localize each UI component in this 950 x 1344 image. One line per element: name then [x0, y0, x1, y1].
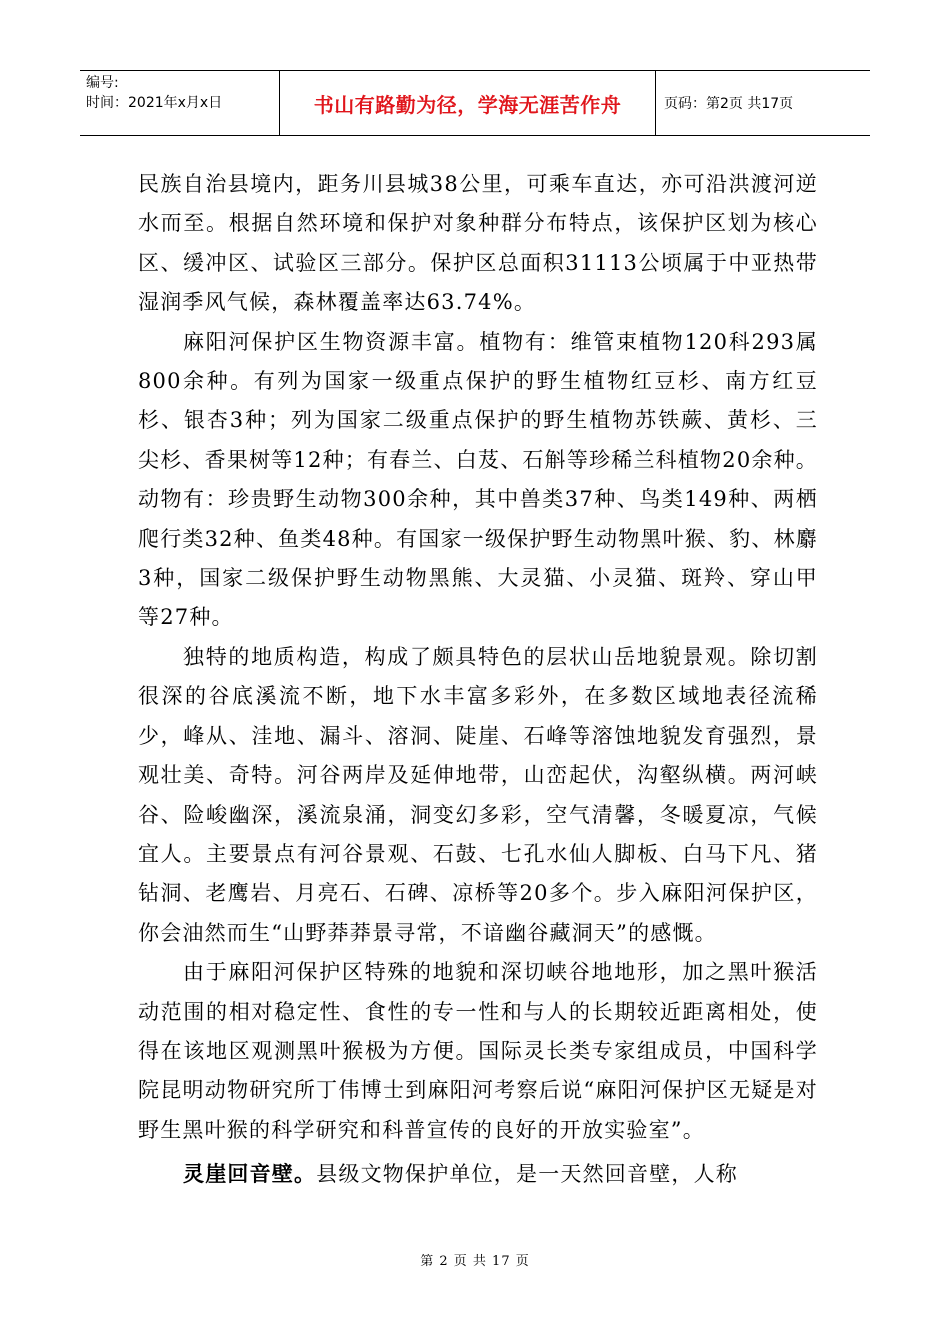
paragraph-5 — [138, 1154, 818, 1194]
paragraph-3: 独特的地质构造，构成了颇具特色的层状山岳地貌景观。除切割很深的谷底溪流不断，地下水丰富多彩外，在多数区域地表径流稀少，峰从、洼地、漏斗、溶洞、陡崖、石峰等溶蚀地貌发育强烈，景观壮美、奇特。河谷两岸及延伸地带，山峦起伏，沟壑纵横。两河峡谷、险峻幽深，溪流泉涌，洞变幻多彩，空气清馨，冬暖夏凉，气候宜人。主要景点有河谷景观、石鼓、七孔水仙人脚板、白马下凡、猪钻洞、老鹰岩、月亮石、石碑、凉桥等20多个。步入麻阳河保护区，你会油然而生“山野莽莽景寻常，不谙幽谷藏洞天”的感慨。 — [138, 644, 818, 945]
page-header — [80, 70, 870, 136]
paragraph-2: 麻阳河保护区生物资源丰富。植物有：维管束植物120科293属800余种。有列为国家一级重点保护的野生植物红豆杉、南方红豆杉、银杏3种；列为国家二级重点保护的野生植物苏铁蕨、黄杉、三尖杉、香果树等12种；有春兰、白芨、石斛等珍稀兰科植物20余种。动物有：珍贵野生动物300余种，其中兽类37种、鸟类149种、两栖爬行类32种、鱼类48种。有国家一级保护野生动物黑叶猴、豹、林麝3种，国家二级保护野生动物黑熊、大灵猫、小灵猫、斑羚、穿山甲等27种。 — [138, 329, 818, 630]
page-footer: 第 2 页 共 17 页 — [420, 1254, 530, 1269]
section-lead-heading: 灵崖回音壁。 — [183, 1161, 317, 1187]
header-meta — [80, 71, 280, 135]
header-page-label: 页码：第2页 共17页 — [664, 96, 794, 112]
document-number-label: 编号: — [86, 75, 119, 91]
paragraph-1: 民族自治县境内，距务川县城38公里，可乘车直达，亦可沿洪渡河逆水而至。根据自然环境和保护对象种群分布特点，该保护区划为核心区、缓冲区、试验区三部分。保护区总面积31113公顷属于中亚热带湿润季风气候，森林覆盖率达63.74%。 — [138, 172, 818, 315]
document-body — [138, 165, 818, 1195]
section-lead-text: 县级文物保护单位，是一天然回音壁，人称 — [316, 1162, 739, 1187]
document-time-label: 时间：2021年x月x日 — [86, 95, 223, 111]
header-motto: 书山有路勤为径，学海无涯苦作舟 — [280, 71, 656, 135]
paragraph-4: 由于麻阳河保护区特殊的地貌和深切峡谷地地形，加之黑叶猴活动范围的相对稳定性、食性的专一性和与人的长期较近距离相处，使得在该地区观测黑叶猴极为方便。国际灵长类专家组成员，中国科学院昆明动物研究所丁伟博士到麻阳河考察后说“麻阳河保护区无疑是对野生黑叶猴的科学研究和科普宣传的良好的开放实验室”。 — [138, 960, 818, 1142]
